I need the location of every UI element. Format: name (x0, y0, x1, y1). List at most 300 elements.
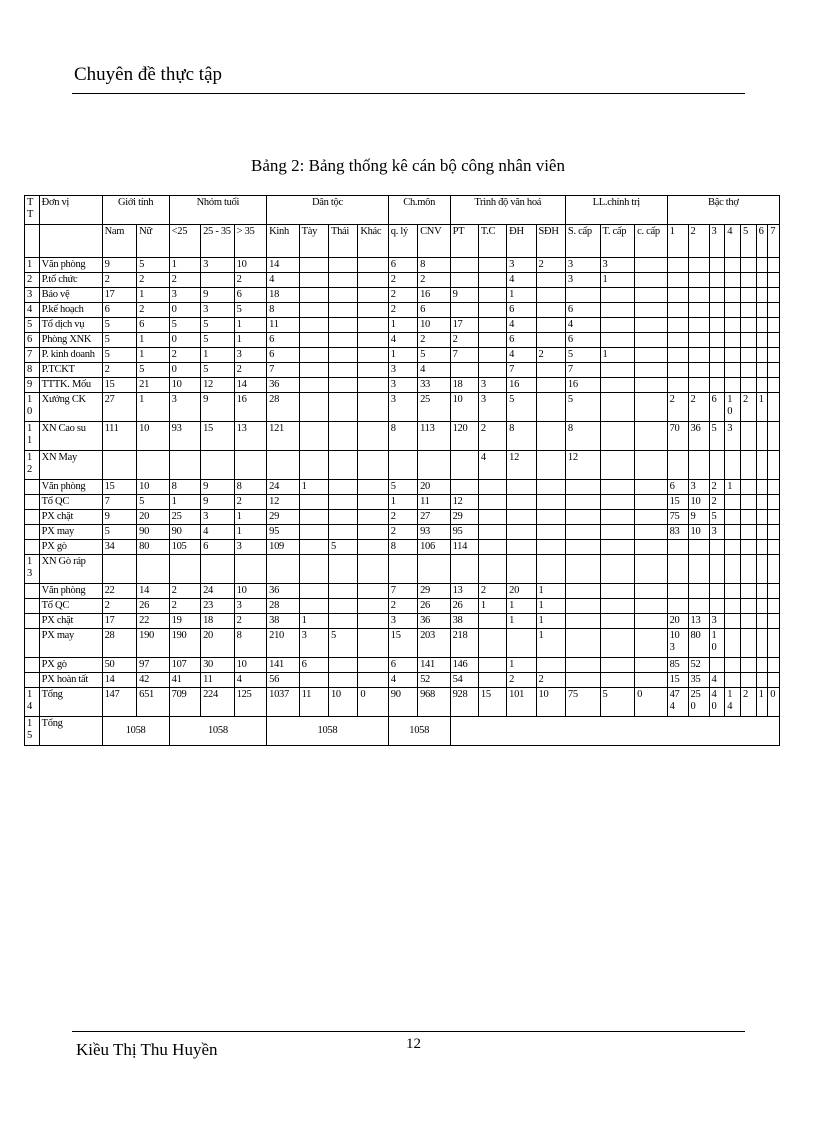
table-cell: 3 (478, 378, 506, 393)
table-cell: 5 (328, 629, 357, 658)
table-cell: 2 (418, 333, 450, 348)
table-cell (756, 480, 768, 495)
table-cell (756, 673, 768, 688)
row-index-cell: 4 (25, 303, 40, 318)
table-cell (635, 555, 668, 584)
table-cell (358, 273, 388, 288)
table-cell (536, 480, 565, 495)
table-cell (358, 378, 388, 393)
table-cell: 15 (478, 688, 506, 717)
row-index-cell: 2 (25, 273, 40, 288)
table-cell: 4 (507, 318, 536, 333)
table-cell: 6 (418, 303, 450, 318)
table-cell (725, 495, 741, 510)
table-cell: 0 (768, 688, 780, 717)
table-cell: 25 (169, 510, 200, 525)
table-cell (768, 333, 780, 348)
table-cell (328, 599, 357, 614)
table-cell (688, 348, 709, 363)
sub-header-cell: 4 (725, 225, 741, 258)
table-cell (358, 629, 388, 658)
table-cell (740, 480, 756, 495)
table-cell (635, 393, 668, 422)
table-cell (299, 318, 328, 333)
table-cell (478, 555, 506, 584)
table-cell (536, 422, 565, 451)
table-cell: 5 (709, 422, 725, 451)
table-cell: 17 (102, 614, 137, 629)
table-cell: 1 (169, 495, 200, 510)
table-cell: 3 (201, 510, 235, 525)
table-cell: 6 (234, 288, 267, 303)
unit-name-cell: Xưởng CK (39, 393, 102, 422)
table-cell: 7 (102, 495, 137, 510)
table-cell (565, 599, 600, 614)
table-cell (358, 393, 388, 422)
table-cell: 29 (418, 584, 450, 599)
table-cell (635, 584, 668, 599)
row-index-cell: 1 4 (25, 688, 40, 717)
table-cell: 121 (267, 422, 299, 451)
table-cell (756, 451, 768, 480)
table-cell: 109 (267, 540, 299, 555)
total-row-blank (450, 717, 779, 746)
table-cell (600, 525, 635, 540)
total-ethnicity: 1058 (267, 717, 389, 746)
table-cell: 6 (507, 303, 536, 318)
table-cell (740, 258, 756, 273)
row-index-cell (25, 480, 40, 495)
table-cell (102, 555, 137, 584)
table-cell: 2 (102, 363, 137, 378)
table-cell: 24 (201, 584, 235, 599)
table-cell: 6 (565, 333, 600, 348)
table-cell: 2 (388, 599, 417, 614)
sub-header-cell: 1 (667, 225, 688, 258)
table-cell (635, 614, 668, 629)
table-cell (358, 584, 388, 599)
table-cell (507, 480, 536, 495)
table-cell (740, 614, 756, 629)
row-index-cell: 9 (25, 378, 40, 393)
table-row (25, 318, 780, 333)
table-cell: 5 (507, 393, 536, 422)
table-cell (725, 555, 741, 584)
table-cell: 1 (234, 318, 267, 333)
table-cell (688, 451, 709, 480)
table-cell: 5 (137, 258, 170, 273)
table-cell (358, 333, 388, 348)
sub-header-cell: Kinh (267, 225, 299, 258)
table-cell: 8 (507, 422, 536, 451)
table-cell: 22 (102, 584, 137, 599)
table-cell (299, 333, 328, 348)
table-cell: 113 (418, 422, 450, 451)
table-cell (450, 555, 478, 584)
table-cell (299, 540, 328, 555)
table-cell (507, 495, 536, 510)
table-row (25, 540, 780, 555)
table-cell (740, 510, 756, 525)
table-cell (600, 303, 635, 318)
table-cell: 3 (234, 540, 267, 555)
table-cell: 5 (600, 688, 635, 717)
table-cell (756, 303, 768, 318)
table-cell (600, 555, 635, 584)
table-cell (358, 480, 388, 495)
table-cell (536, 658, 565, 673)
table-cell (267, 451, 299, 480)
table-cell (507, 555, 536, 584)
table-cell (600, 288, 635, 303)
table-cell: 18 (267, 288, 299, 303)
table-cell: 968 (418, 688, 450, 717)
table-cell (299, 273, 328, 288)
table-cell (688, 599, 709, 614)
table-cell (418, 555, 450, 584)
unit-name-cell: PX gò (39, 658, 102, 673)
table-cell (635, 288, 668, 303)
table-cell (740, 303, 756, 318)
table-cell: 2 (169, 599, 200, 614)
table-cell: 3 (201, 258, 235, 273)
unit-name-cell: P.kế hoạch (39, 303, 102, 318)
table-cell (299, 673, 328, 688)
table-cell: 75 (667, 510, 688, 525)
sub-header-cell: Khác (358, 225, 388, 258)
table-cell (299, 510, 328, 525)
table-cell: 12 (565, 451, 600, 480)
sub-header-blank (25, 225, 40, 258)
table-cell (299, 555, 328, 584)
unit-name-cell: XN May (39, 451, 102, 480)
table-cell: 1 (234, 525, 267, 540)
table-cell (635, 451, 668, 480)
table-row (25, 451, 780, 480)
table-cell (725, 363, 741, 378)
table-cell: 20 (507, 584, 536, 599)
table-cell (756, 422, 768, 451)
row-index-cell (25, 540, 40, 555)
table-cell: 27 (418, 510, 450, 525)
table-cell: 1 (536, 614, 565, 629)
table-cell (688, 333, 709, 348)
table-row (25, 378, 780, 393)
table-cell: 8 (234, 480, 267, 495)
table-cell: 15 (388, 629, 417, 658)
table-cell (725, 333, 741, 348)
table-cell (709, 555, 725, 584)
table-cell (137, 555, 170, 584)
table-cell (709, 303, 725, 318)
table-cell (756, 318, 768, 333)
table-cell (756, 658, 768, 673)
table-cell (667, 378, 688, 393)
table-cell (600, 629, 635, 658)
table-cell (709, 378, 725, 393)
table-cell (725, 273, 741, 288)
table-cell: 224 (201, 688, 235, 717)
table-cell (709, 584, 725, 599)
table-cell: 38 (450, 614, 478, 629)
table-cell: 190 (137, 629, 170, 658)
table-cell (740, 599, 756, 614)
row-index-cell: 1 1 (25, 422, 40, 451)
sub-header-cell: q. lý (388, 225, 417, 258)
table-cell: 6 (388, 658, 417, 673)
table-cell (388, 555, 417, 584)
sub-header-cell: c. cấp (635, 225, 668, 258)
table-cell (299, 451, 328, 480)
table-cell: 3 (478, 393, 506, 422)
table-cell (635, 378, 668, 393)
sub-header-cell: Thái (328, 225, 357, 258)
table-cell (709, 658, 725, 673)
table-cell: 8 (169, 480, 200, 495)
table-cell: 709 (169, 688, 200, 717)
table-cell: 1 (388, 348, 417, 363)
table-cell: 8 (565, 422, 600, 451)
table-cell: 125 (234, 688, 267, 717)
table-cell (635, 273, 668, 288)
table-cell (507, 629, 536, 658)
table-cell (299, 584, 328, 599)
table-cell: 47 4 (667, 688, 688, 717)
table-cell (768, 393, 780, 422)
table-cell: 5 (201, 318, 235, 333)
sub-header-cell: Tày (299, 225, 328, 258)
table-cell (635, 258, 668, 273)
table-cell: 41 (169, 673, 200, 688)
table-cell (667, 540, 688, 555)
table-cell (768, 599, 780, 614)
table-cell: 10 (234, 584, 267, 599)
group-header-row (25, 196, 780, 225)
sub-header-cell: Nữ (137, 225, 170, 258)
header-ethnicity: Dân tộc (267, 196, 389, 225)
table-cell: 12 (201, 378, 235, 393)
table-cell (565, 614, 600, 629)
table-cell (234, 451, 267, 480)
table-cell (565, 510, 600, 525)
table-cell (478, 658, 506, 673)
sub-header-cell: T. cấp (600, 225, 635, 258)
table-cell: 146 (450, 658, 478, 673)
table-cell (740, 318, 756, 333)
table-cell: 4 (388, 333, 417, 348)
table-cell: 10 (137, 422, 170, 451)
table-cell: 14 (234, 378, 267, 393)
table-cell (688, 318, 709, 333)
table-cell: 2 (234, 614, 267, 629)
table-cell (768, 495, 780, 510)
table-cell (478, 273, 506, 288)
sub-header-cell: Nam (102, 225, 137, 258)
table-cell (688, 288, 709, 303)
table-cell: 2 (388, 525, 417, 540)
table-cell: 13 (234, 422, 267, 451)
table-cell: 2 (137, 273, 170, 288)
table-row (25, 273, 780, 288)
table-cell: 4 (478, 451, 506, 480)
table-cell (600, 393, 635, 422)
row-index-cell: 3 (25, 288, 40, 303)
table-cell (768, 348, 780, 363)
row-index-cell: 1 (25, 258, 40, 273)
table-cell (709, 333, 725, 348)
table-cell (358, 525, 388, 540)
table-cell (768, 258, 780, 273)
table-cell: 4 (565, 318, 600, 333)
table-cell (768, 673, 780, 688)
table-cell (740, 495, 756, 510)
table-cell (536, 495, 565, 510)
table-cell (667, 333, 688, 348)
table-cell (635, 525, 668, 540)
table-cell (635, 510, 668, 525)
row-index-cell: 6 (25, 333, 40, 348)
table-cell (667, 584, 688, 599)
table-cell (768, 318, 780, 333)
table-cell: 26 (137, 599, 170, 614)
table-cell: 30 (201, 658, 235, 673)
table-cell (358, 422, 388, 451)
table-cell (328, 495, 357, 510)
table-cell (688, 363, 709, 378)
sub-header-cell: ĐH (507, 225, 536, 258)
table-cell: 36 (267, 378, 299, 393)
table-cell (358, 555, 388, 584)
total-profession: 1058 (388, 717, 450, 746)
table-cell: 2 (388, 288, 417, 303)
table-cell: 13 (450, 584, 478, 599)
table-cell (299, 378, 328, 393)
table-row (25, 348, 780, 363)
table-cell: 20 (201, 629, 235, 658)
table-cell (740, 673, 756, 688)
sub-header-cell: CNV (418, 225, 450, 258)
table-cell: 8 (388, 422, 417, 451)
row-index-cell (25, 673, 40, 688)
table-row (25, 363, 780, 378)
table-cell: 2 (388, 510, 417, 525)
table-cell (688, 378, 709, 393)
table-cell: 9 (102, 510, 137, 525)
footer-author: Kiều Thị Thu Huyền (76, 1040, 218, 1059)
table-cell: 3 (725, 422, 741, 451)
table-cell: 29 (267, 510, 299, 525)
table-cell: 5 (234, 303, 267, 318)
staff-statistics-table (24, 195, 780, 746)
table-row (25, 688, 780, 717)
unit-name-cell: Văn phòng (39, 584, 102, 599)
row-index-cell (25, 510, 40, 525)
sub-header-cell: T.C (478, 225, 506, 258)
table-cell: 85 (667, 658, 688, 673)
table-row (25, 510, 780, 525)
table-cell: 10 (450, 393, 478, 422)
table-cell: 9 (688, 510, 709, 525)
table-cell: 114 (450, 540, 478, 555)
table-cell (768, 363, 780, 378)
table-cell: 1 4 (725, 688, 741, 717)
table-cell (667, 599, 688, 614)
row-index-cell (25, 614, 40, 629)
table-cell (635, 495, 668, 510)
table-cell: 120 (450, 422, 478, 451)
table-cell (478, 495, 506, 510)
table-cell (756, 348, 768, 363)
table-cell (299, 495, 328, 510)
sub-header-cell: 2 (688, 225, 709, 258)
table-cell: 5 (169, 318, 200, 333)
table-cell: 16 (234, 393, 267, 422)
table-cell: 1 (725, 480, 741, 495)
table-cell: 6 (299, 658, 328, 673)
table-cell: 651 (137, 688, 170, 717)
table-cell (328, 288, 357, 303)
unit-name-cell: TTTK. Mốu (39, 378, 102, 393)
table-cell (450, 273, 478, 288)
row-index-cell: 8 (25, 363, 40, 378)
table-cell (756, 629, 768, 658)
table-cell (536, 378, 565, 393)
table-cell (201, 273, 235, 288)
table-cell: 33 (418, 378, 450, 393)
table-cell (768, 540, 780, 555)
unit-name-cell: Văn phòng (39, 480, 102, 495)
table-cell (478, 258, 506, 273)
table-cell (328, 318, 357, 333)
table-cell: 2 (478, 422, 506, 451)
table-cell: 147 (102, 688, 137, 717)
unit-name-cell: Tổ QC (39, 495, 102, 510)
table-cell (478, 525, 506, 540)
header-rule (72, 93, 745, 94)
table-cell (600, 673, 635, 688)
table-cell: 1 (169, 258, 200, 273)
table-cell (756, 510, 768, 525)
table-row (25, 673, 780, 688)
table-cell (756, 495, 768, 510)
table-cell: 16 (507, 378, 536, 393)
row-index-cell (25, 525, 40, 540)
table-cell: 106 (418, 540, 450, 555)
table-cell: 1 (234, 333, 267, 348)
header-political: LL.chính trị (565, 196, 667, 225)
table-cell: 8 (234, 629, 267, 658)
table-cell (725, 614, 741, 629)
table-cell (169, 451, 200, 480)
table-cell (358, 510, 388, 525)
table-cell: 6 (137, 318, 170, 333)
table-cell (667, 258, 688, 273)
table-cell: 6 (201, 540, 235, 555)
table-cell (688, 555, 709, 584)
table-cell: 2 (450, 333, 478, 348)
table-cell: 3 (201, 303, 235, 318)
unit-name-cell: PX hoàn tất (39, 673, 102, 688)
table-cell (635, 333, 668, 348)
table-cell: 928 (450, 688, 478, 717)
table-cell (725, 629, 741, 658)
table-cell (740, 378, 756, 393)
table-cell (688, 273, 709, 288)
sub-header-cell: 7 (768, 225, 780, 258)
table-cell: 17 (102, 288, 137, 303)
table-cell (565, 584, 600, 599)
table-row (25, 614, 780, 629)
